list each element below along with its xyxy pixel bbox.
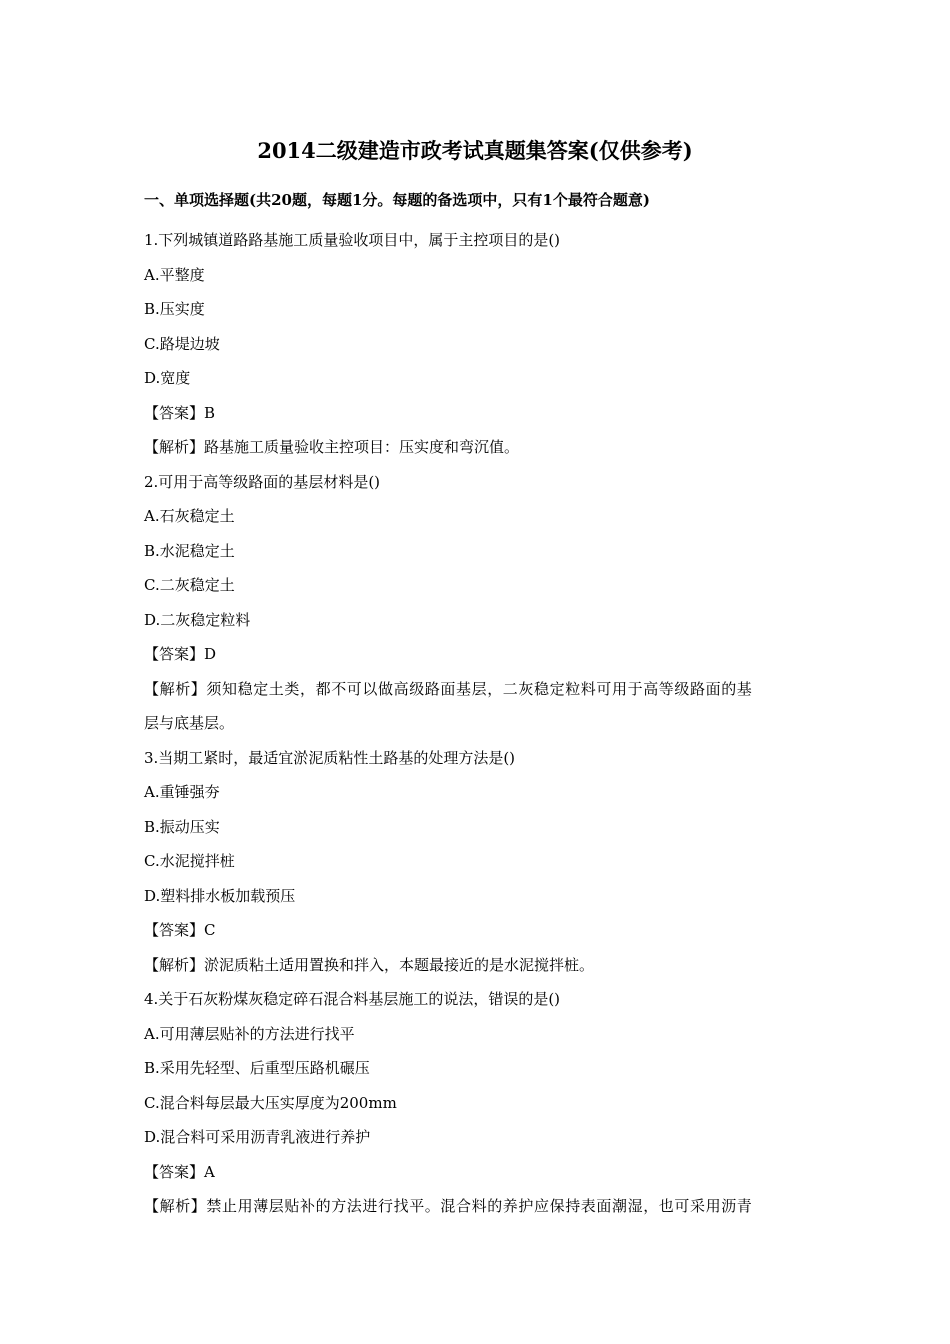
question-1: 1.下列城镇道路路基施工质量验收项目中，属于主控项目的是() [144,231,561,249]
option-c: C.路堤边坡 [144,334,220,353]
option-c: C.水泥搅拌桩 [144,852,235,870]
option-c: C.混合料每层最大压实厚度为200mm [144,1093,397,1112]
option-a: A.重锤强夯 [144,783,220,801]
option-d: D.宽度 [144,369,191,387]
explanation-continued: 层与底基层。 [144,714,235,732]
document-body [144,223,814,1224]
explanation: 【解析】禁止用薄层贴补的方法进行找平。混合料的养护应保持表面潮湿，也可采用沥青 [144,1197,753,1215]
question-4: 4.关于石灰粉煤灰稳定碎石混合料基层施工的说法，错误的是() [144,990,561,1008]
option-b: B.采用先轻型、后重型压路机碾压 [144,1059,370,1077]
option-b: B.水泥稳定土 [144,541,235,560]
option-b: B.振动压实 [144,817,220,836]
answer: 【答案】B [144,403,216,422]
explanation: 【解析】淤泥质粘土适用置换和拌入，本题最接近的是水泥搅拌桩。 [144,955,595,974]
option-a: A.可用薄层贴补的方法进行找平 [144,1024,355,1043]
answer: 【答案】D [144,645,217,663]
question-2: 2.可用于高等级路面的基层材料是() [144,472,381,491]
explanation: 【解析】须知稳定土类，都不可以做高级路面基层，二灰稳定粒料可用于高等级路面的基 [144,679,753,698]
answer: 【答案】C [144,921,216,939]
option-d: D.塑料排水板加载预压 [144,886,296,905]
option-b: B.压实度 [144,300,205,318]
option-d: D.二灰稳定粒料 [144,610,251,629]
question-3: 3.当期工紧时，最适宜淤泥质粘性土路基的处理方法是() [144,748,516,767]
answer: 【答案】A [144,1162,215,1181]
option-c: C.二灰稳定土 [144,576,235,594]
option-a: A.石灰稳定土 [144,507,235,525]
option-a: A.平整度 [144,265,205,284]
option-d: D.混合料可采用沥青乳液进行养护 [144,1128,371,1146]
explanation: 【解析】路基施工质量验收主控项目：压实度和弯沉值。 [144,438,520,456]
section-heading: 一、单项选择题(共20题，每题1分。每题的备选项中，只有1个最符合题意) [144,191,650,209]
document-title: 2014二级建造市政考试真题集答案(仅供参考) [257,138,693,163]
